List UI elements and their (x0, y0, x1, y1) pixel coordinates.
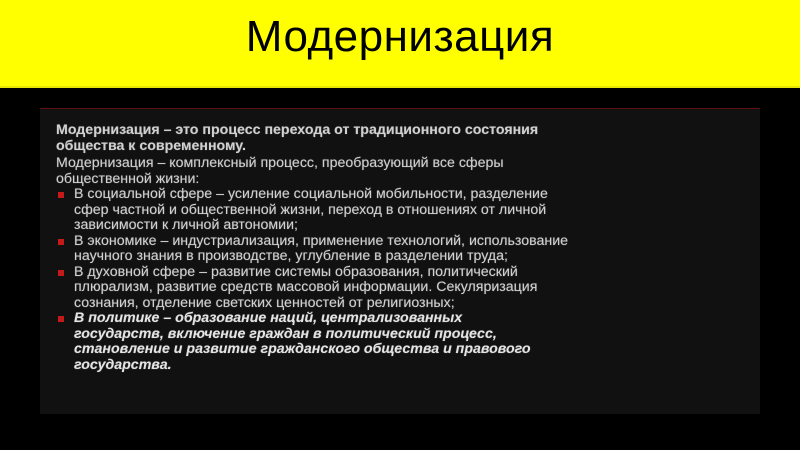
list-item-economy (56, 234, 750, 265)
definition-1-line-1: Модернизация – это процесс перехода от традиционного состояния (56, 122, 539, 138)
list-item-line: сфер частной и общественной жизни, переход в отношениях от личной (74, 201, 547, 218)
bullet-square-icon (58, 192, 64, 198)
list-item-line: государств, включение граждан в политический процесс, (74, 325, 497, 342)
list-item-line: В социальной сфере – усиление социальной мобильности, разделение (74, 186, 548, 202)
content-image (40, 108, 760, 414)
list-item-line: зависимости к личной автономии; (74, 217, 298, 233)
list-item-line: становление и развитие гражданского общества и правового (74, 341, 531, 357)
bullet-square-icon (58, 316, 64, 322)
list-item-line: В политике – образование наций, централизованных (74, 310, 463, 326)
list-item-line: В экономике – индустриализация, применение технологий, использование (74, 232, 569, 249)
title-divider (0, 86, 800, 88)
list-item-line: научного знания в производстве, углубление в разделении труда; (74, 248, 508, 264)
list-item-line: сознания, отделение светских ценностей от религиозных; (74, 294, 455, 311)
list-item-politics (56, 311, 750, 373)
list-item-spiritual (56, 265, 750, 312)
list-item-social (56, 187, 750, 234)
bullet-square-icon (58, 239, 64, 245)
list-item-line: государства. (74, 356, 172, 373)
definition-1-line-2: общества к современному. (56, 137, 246, 154)
list-item-line: плюрализм, развитие средств массовой информации. Секуляризация (74, 279, 538, 295)
list-item-line: В духовной сфере – развитие системы образования, политический (74, 263, 518, 280)
definition-2-line-2: общественной жизни: (56, 170, 200, 187)
title-bar (0, 0, 800, 88)
content-text-block (56, 123, 750, 373)
page-title: Модернизация (245, 12, 555, 61)
definition-2-line-1: Модернизация – комплексный процесс, преобразующий все сферы (56, 155, 504, 171)
bullet-square-icon (58, 270, 64, 276)
